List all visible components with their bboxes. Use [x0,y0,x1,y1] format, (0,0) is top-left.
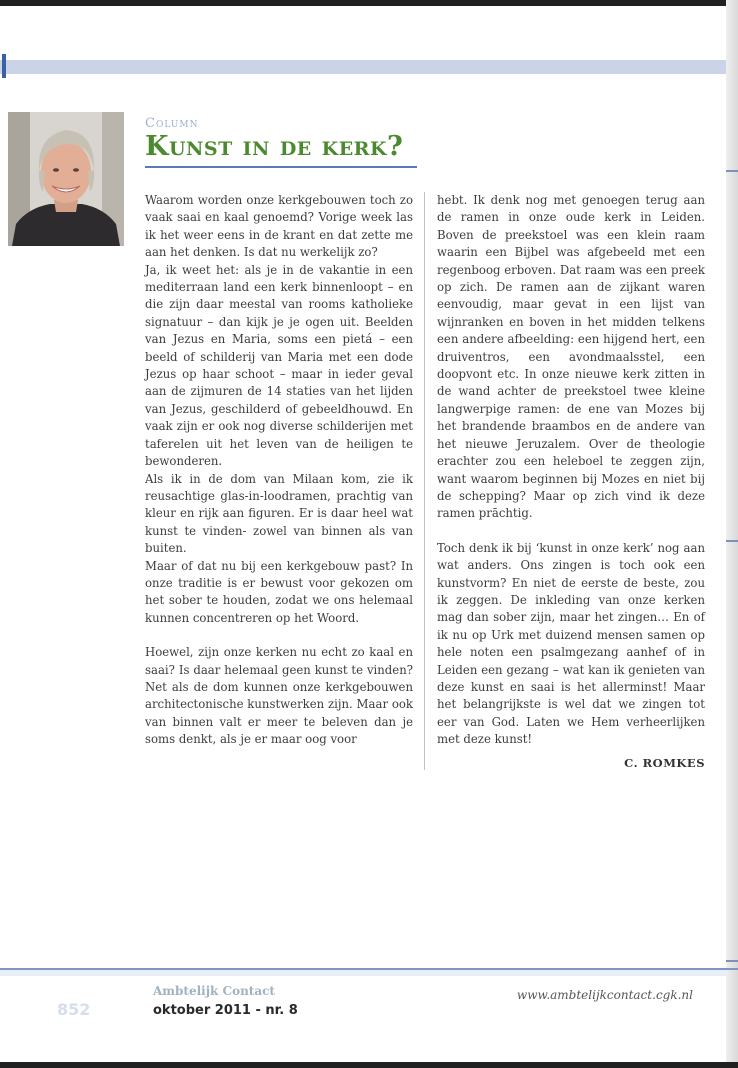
author-signature: C. ROMKES [624,756,705,770]
article-title: Kunst in de kerk? [145,131,404,162]
author-portrait-image [8,112,124,246]
website-url[interactable]: www.ambtelijkcontact.cgk.nl [516,988,693,1002]
paragraph: Waarom worden onze kerkgebouwen toch zo vaak saai en kaal genoemd? Vorige week las ik het weer eens in de krant en dat zette me aan het denken. Is dat nu werkelijk zo? [145,193,413,260]
title-underline [145,166,417,168]
author-photo [8,112,124,246]
bottom-frame [0,1062,738,1068]
paragraph: Maar of dat nu bij een kerkgebouw past? In onze traditie is er bewust voor gekozen om het sober te houden, zodat we ons helemaal kunnen concentreren op het Woord. [145,558,413,625]
header-accent-mark [2,54,6,78]
footer-band [0,970,728,976]
issue-info: oktober 2011 - nr. 8 [153,1003,298,1018]
article-column-right [437,192,705,749]
paragraph: Hoewel, zijn onze kerken nu echt zo kaal en saai? Is daar helemaal geen kunst te vinden? Net als de dom kunnen onze kerkgebouwen architectonische kunstwerken zijn. Maar ook van binnen valt er meer te beleven dan je soms denkt, als je er maar oog voor [145,645,413,747]
edge-tick [726,960,738,962]
magazine-name: Ambtelijk Contact [153,984,275,998]
paragraph: Toch denk ik bij ‘kunst in onze kerk’ nog aan wat anders. Ons zingen is toch ook een kunstvorm? En niet de eerste de beste, zou ik zeggen. De inkleding van onze kerken mag dan sober zijn, maar het zingen… En of ik nu op Urk met duizend mensen samen op hele noten een psalmgezang aanhef of in Leiden een gezang – wat kan ik genieten van deze kunst en saai is het allerminst! Maar het belangrijkste is wel dat we zingen tot eer van God. Laten we Hem verheerlijken met deze kunst! [437,540,705,747]
paragraph: hebt. Ik denk nog met genoegen terug aan de ramen in onze oude kerk in Leiden. Boven de preekstoel was een klein raam waarin een Bijbel was afgebeeld met een regenboog erboven. Dat raam was een preek op zich. De ramen aan de zijkant waren eenvoudig, maar gevat in een lijst van wijnranken en boven in het midden telkens een andere afbeelding: een hijgend hert, een druiventros, een avondmaalsstel, een doopvont etc. In onze nieuwe kerk zitten in de wand achter de preekstoel twee kleine langwerpige ramen: de ene van Mozes bij het brandende braambos en de andere van het nieuwe Jeruzalem. Over de theologie erachter zou een heleboel te zeggen zijn, want waarom beginnen bij Mozes en niet bij de schepping? Maar op zich vind ik deze ramen prāchtig. [437,193,705,521]
paragraph: Ja, ik weet het: als je in de vakantie in een mediterraan land een kerk binnenloopt – en die zijn daar meestal van rooms katholieke signatuur – dan kijk je je ogen uit. Beelden van Jezus en Maria, soms een pietá – een beeld of schilderij van Maria met een dode Jezus op haar schoot – maar in ieder geval aan de zijmuren de 14 staties van het lijden van Jezus, geschilderd of gebeeldhouwd. En vaak zijn er ook nog diverse schilderijen met taferelen uit het leven van de heiligen te bewonderen. [145,262,413,469]
top-frame [0,0,738,6]
column-divider [424,192,425,770]
edge-tick [726,540,738,542]
page-number: 852 [57,1000,91,1019]
section-label: Column [145,116,199,131]
header-band [0,60,728,74]
edge-tick [726,170,738,172]
page-edge [726,0,738,1068]
paragraph: Als ik in de dom van Milaan kom, zie ik reusachtige glas-in-loodramen, prachtig van kleur en rijk aan figuren. Er is daar heel wat kunst te vinden- zowel van binnen als van buiten. [145,471,413,556]
article-column-left [145,192,413,749]
